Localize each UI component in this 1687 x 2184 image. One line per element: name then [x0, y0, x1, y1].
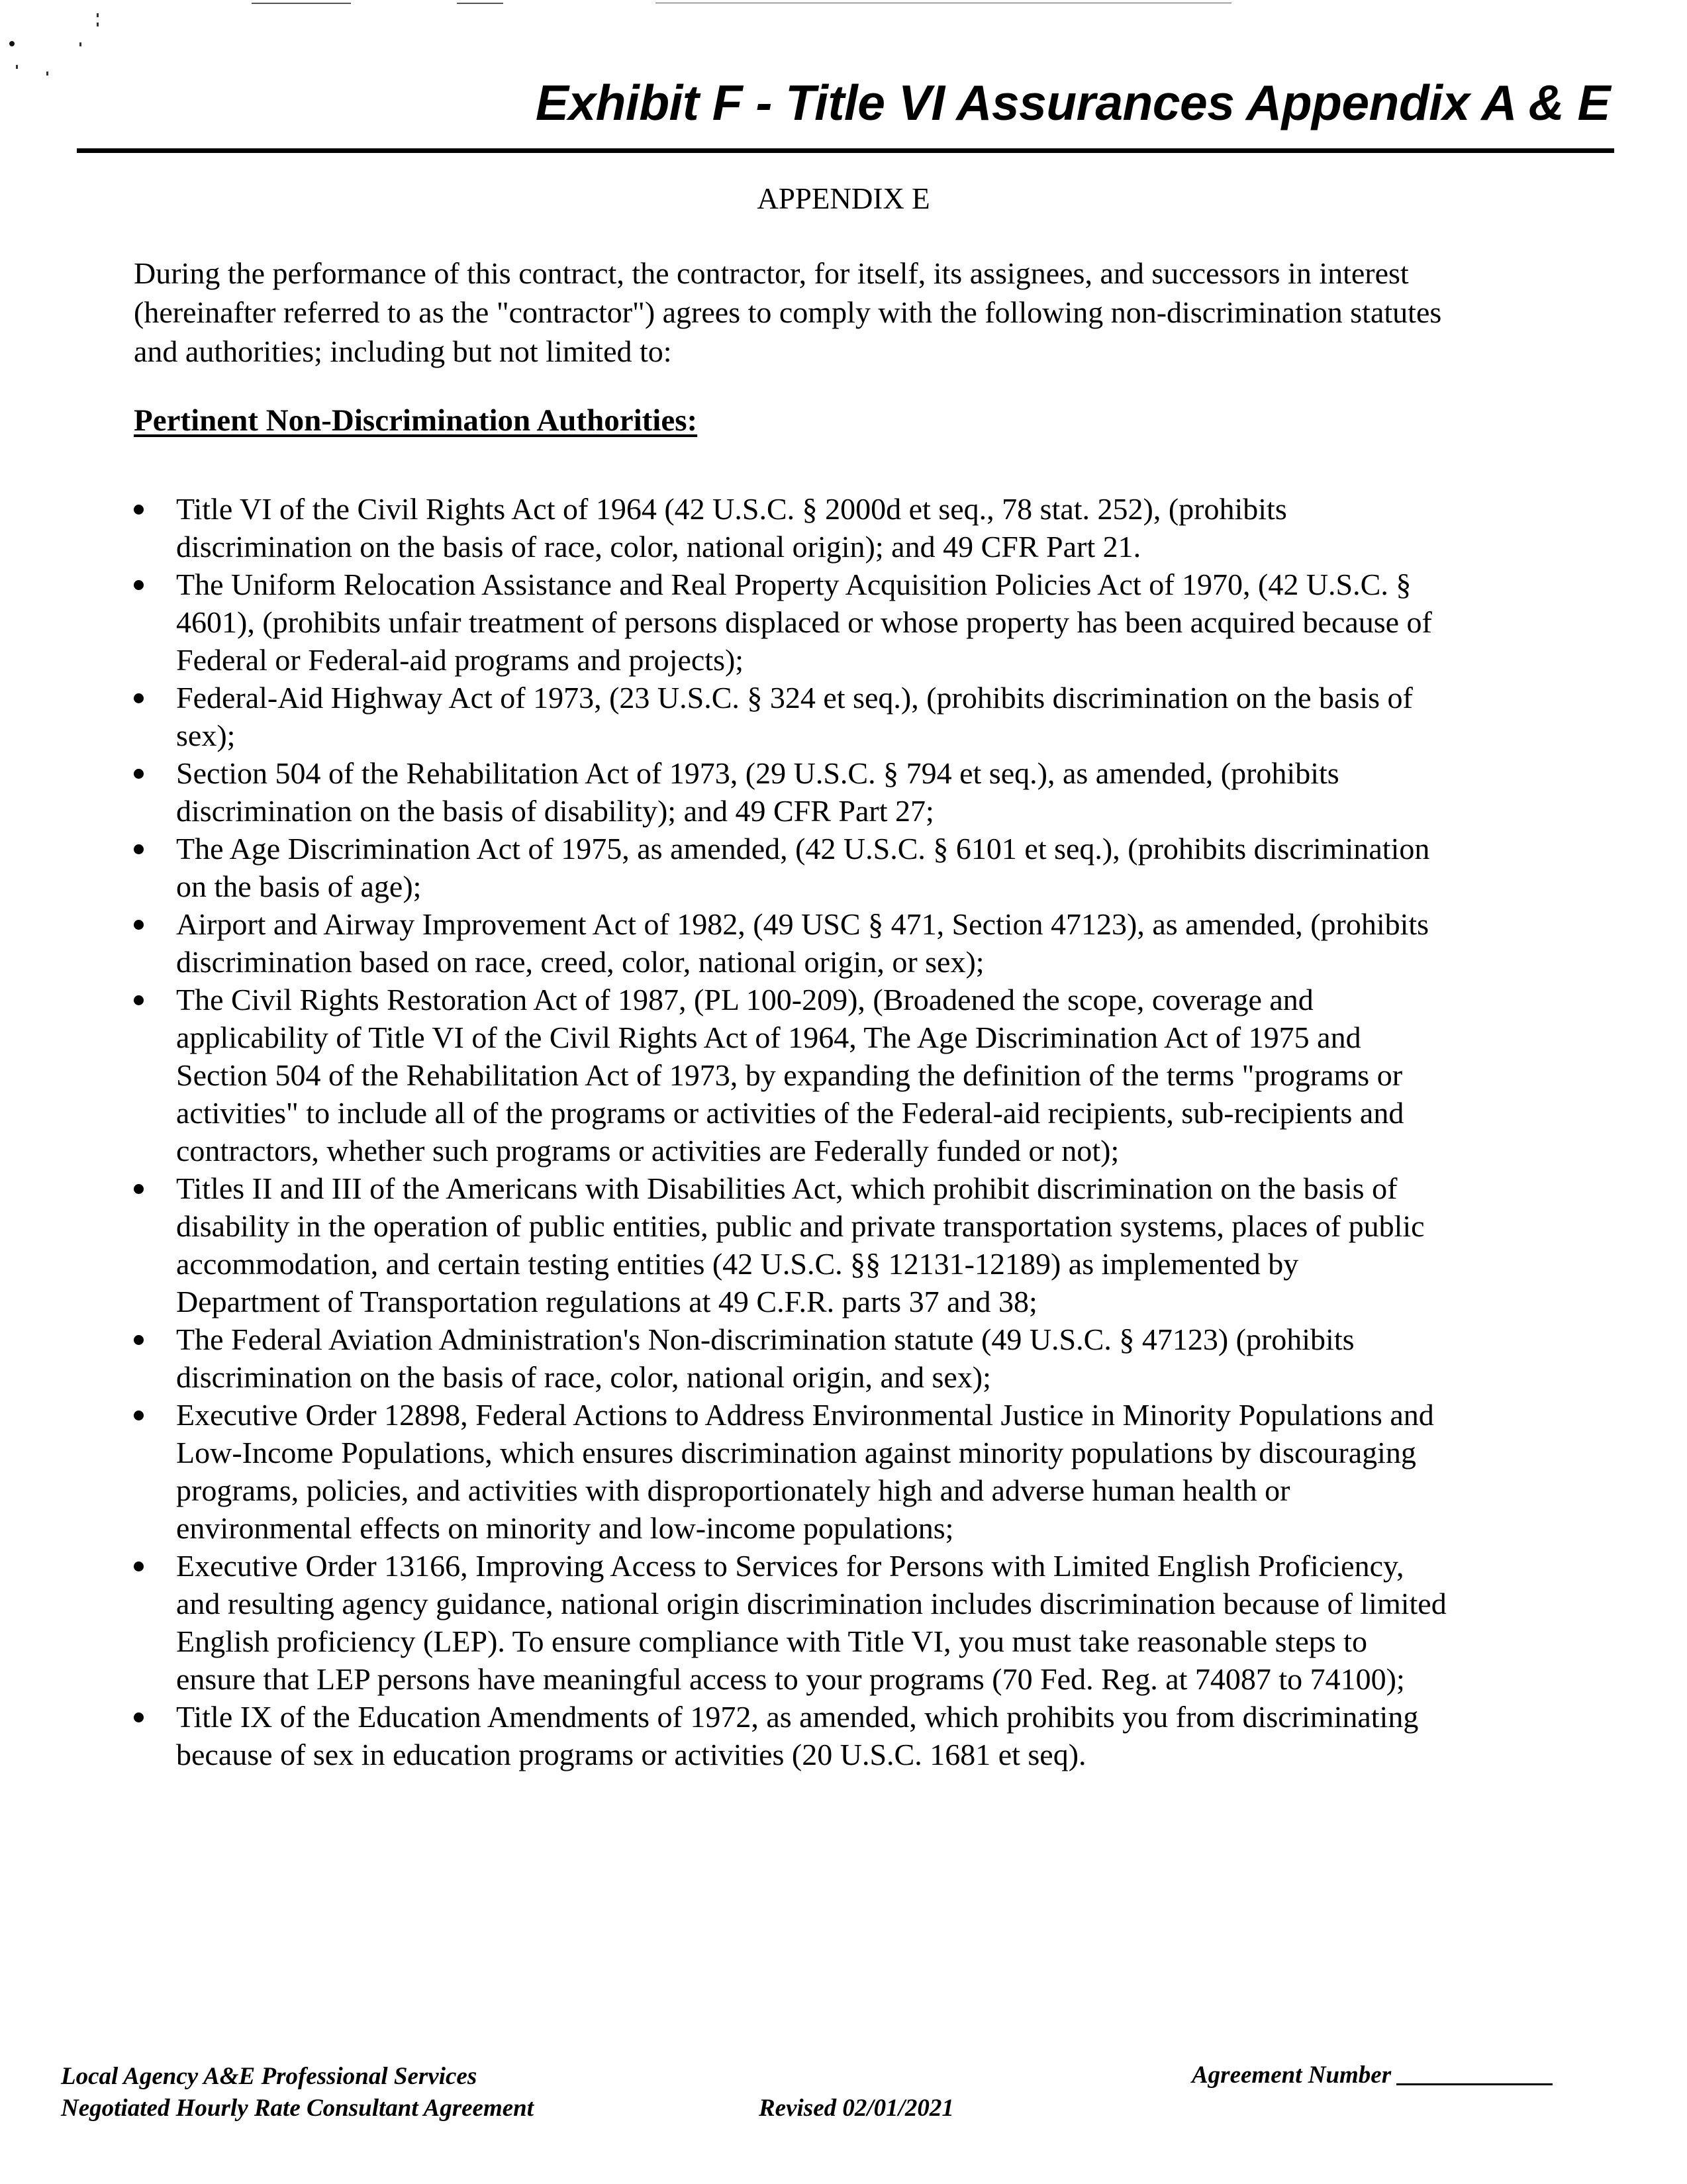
list-item-line: activities" to include all of the programs or activities of the Federal-aid recipients, sub-recipients and — [176, 1096, 1404, 1130]
intro-line: (hereinafter referred to as the "contractor") agrees to comply with the following non-discrimination statutes — [134, 295, 1442, 329]
list-item-line: Section 504 of the Rehabilitation Act of 1973, by expanding the definition of the terms "programs or — [176, 1058, 1403, 1092]
list-item-line: programs, policies, and activities with disproportionately high and adverse human health or — [176, 1473, 1290, 1507]
list-item-line: because of sex in education programs or activities (20 U.S.C. 1681 et seq). — [176, 1738, 1086, 1771]
page-title: Exhibit F - Title VI Assurances Appendix A & E — [535, 75, 1610, 130]
list-item-line: accommodation, and certain testing entities (42 U.S.C. §§ 12131-12189) as implemented by — [176, 1247, 1299, 1281]
list-item-line: on the basis of age); — [176, 869, 422, 903]
bullet-icon — [134, 505, 144, 515]
list-item-line: Section 504 of the Rehabilitation Act of 1973, (29 U.S.C. § 794 et seq.), as amended, (prohibits — [176, 756, 1339, 790]
list-item — [134, 1320, 1590, 1396]
list-item-line: Airport and Airway Improvement Act of 1982, (49 USC § 471, Section 47123), as amended, (prohibits — [176, 907, 1429, 941]
list-item-line: The Uniform Relocation Assistance and Real Property Acquisition Policies Act of 1970, (42 U.S.C. § — [176, 568, 1412, 601]
list-item-line: English proficiency (LEP). To ensure compliance with Title VI, you must take reasonable steps to — [176, 1624, 1367, 1658]
appendix-label: APPENDIX E — [757, 182, 930, 215]
bullet-icon — [134, 769, 144, 779]
list-item-line: The Federal Aviation Administration's Non-discrimination statute (49 U.S.C. § 47123) (prohibits — [176, 1322, 1355, 1356]
scan-artifact-line — [252, 3, 351, 4]
bullet-icon — [134, 995, 144, 1005]
scan-artifact-mark — [97, 13, 99, 17]
list-item-line: applicability of Title VI of the Civil Rights Act of 1964, The Age Discrimination Act of 1975 and — [176, 1020, 1361, 1054]
list-item-line: Executive Order 12898, Federal Actions to Address Environmental Justice in Minority Populations and — [176, 1398, 1434, 1432]
list-item-line: The Age Discrimination Act of 1975, as amended, (42 U.S.C. § 6101 et seq.), (prohibits discrimination — [176, 832, 1430, 866]
list-item-line: The Civil Rights Restoration Act of 1987, (PL 100-209), (Broadened the scope, coverage and — [176, 983, 1314, 1017]
list-item — [134, 490, 1590, 566]
list-item-line: environmental effects on minority and low-income populations; — [176, 1511, 954, 1545]
bullet-icon — [134, 1184, 144, 1194]
bullet-icon — [134, 1562, 144, 1571]
list-item-line: discrimination on the basis of race, color, national origin, and sex); — [176, 1360, 991, 1394]
list-item-line: Title VI of the Civil Rights Act of 1964 (42 U.S.C. § 2000d et seq., 78 stat. 252), (prohibits — [176, 492, 1287, 526]
list-item-line: Titles II and III of the Americans with Disabilities Act, which prohibit discrimination on the basis of — [176, 1171, 1398, 1205]
list-item — [134, 905, 1590, 981]
scan-artifact-dot — [9, 41, 15, 46]
list-item-line: discrimination based on race, creed, color, national origin, or sex); — [176, 945, 985, 979]
list-item — [134, 1169, 1590, 1320]
header-divider — [77, 148, 1614, 153]
list-item-line: Department of Transportation regulations at 49 C.F.R. parts 37 and 38; — [176, 1285, 1037, 1318]
list-item — [134, 981, 1590, 1169]
scan-artifact-mark — [46, 72, 48, 75]
bullet-icon — [134, 1335, 144, 1345]
footer-line: Local Agency A&E Professional Services — [61, 2063, 477, 2090]
list-item-line: sex); — [176, 719, 236, 752]
list-item — [134, 1547, 1590, 1698]
list-item — [134, 754, 1590, 830]
intro-line: and authorities; including but not limited to: — [134, 334, 672, 368]
list-item — [134, 1396, 1590, 1547]
scan-artifact-mark — [97, 23, 99, 26]
bullet-icon — [134, 1411, 144, 1420]
bullet-icon — [134, 580, 144, 590]
intro-paragraph — [134, 254, 1577, 371]
footer-line: Negotiated Hourly Rate Consultant Agreement — [61, 2095, 534, 2122]
scan-artifact-line — [457, 3, 503, 4]
list-item-line: Federal-Aid Highway Act of 1973, (23 U.S.C. § 324 et seq.), (prohibits discrimination on the basis of — [176, 681, 1413, 715]
authorities-list — [134, 490, 1590, 1773]
list-item-line: 4601), (prohibits unfair treatment of persons displaced or whose property has been acquired because of — [176, 605, 1432, 639]
list-item — [134, 566, 1590, 679]
list-item-line: contractors, whether such programs or activities are Federally funded or not); — [176, 1134, 1120, 1167]
list-item-line: Title IX of the Education Amendments of 1972, as amended, which prohibits you from discriminating — [176, 1700, 1419, 1734]
footer-revised-date: Revised 02/01/2021 — [759, 2095, 954, 2122]
list-item — [134, 830, 1590, 905]
bullet-icon — [134, 1712, 144, 1722]
list-item-line: and resulting agency guidance, national origin discrimination includes discrimination because of limited — [176, 1587, 1447, 1620]
list-item-line: discrimination on the basis of race, color, national origin); and 49 CFR Part 21. — [176, 530, 1141, 564]
intro-line: During the performance of this contract, the contractor, for itself, its assignees, and successors in interest — [134, 256, 1409, 290]
bullet-icon — [134, 920, 144, 930]
bullet-icon — [134, 693, 144, 703]
footer-agreement-number — [1192, 2060, 1553, 2091]
list-item — [134, 679, 1590, 754]
footer-agreement-type — [61, 2061, 534, 2124]
scan-artifact-mark — [16, 65, 18, 69]
list-item-line: disability in the operation of public entities, public and private transportation systems, places of public — [176, 1209, 1425, 1243]
agreement-number-label: Agreement Number — [1192, 2061, 1392, 2089]
agreement-number-field — [1396, 2083, 1553, 2085]
list-item-line: discrimination on the basis of disability); and 49 CFR Part 27; — [176, 794, 934, 828]
list-item-line: ensure that LEP persons have meaningful access to your programs (70 Fed. Reg. at 74087 to 74100); — [176, 1662, 1405, 1696]
section-heading: Pertinent Non-Discrimination Authorities: — [134, 403, 698, 438]
list-item-line: Federal or Federal-aid programs and projects); — [176, 643, 744, 677]
bullet-icon — [134, 844, 144, 854]
list-item-line: Executive Order 13166, Improving Access to Services for Persons with Limited English Proficiency, — [176, 1549, 1404, 1583]
list-item — [134, 1698, 1590, 1773]
list-item-line: Low-Income Populations, which ensures discrimination against minority populations by discouraging — [176, 1436, 1416, 1469]
scan-artifact-mark — [79, 42, 81, 46]
